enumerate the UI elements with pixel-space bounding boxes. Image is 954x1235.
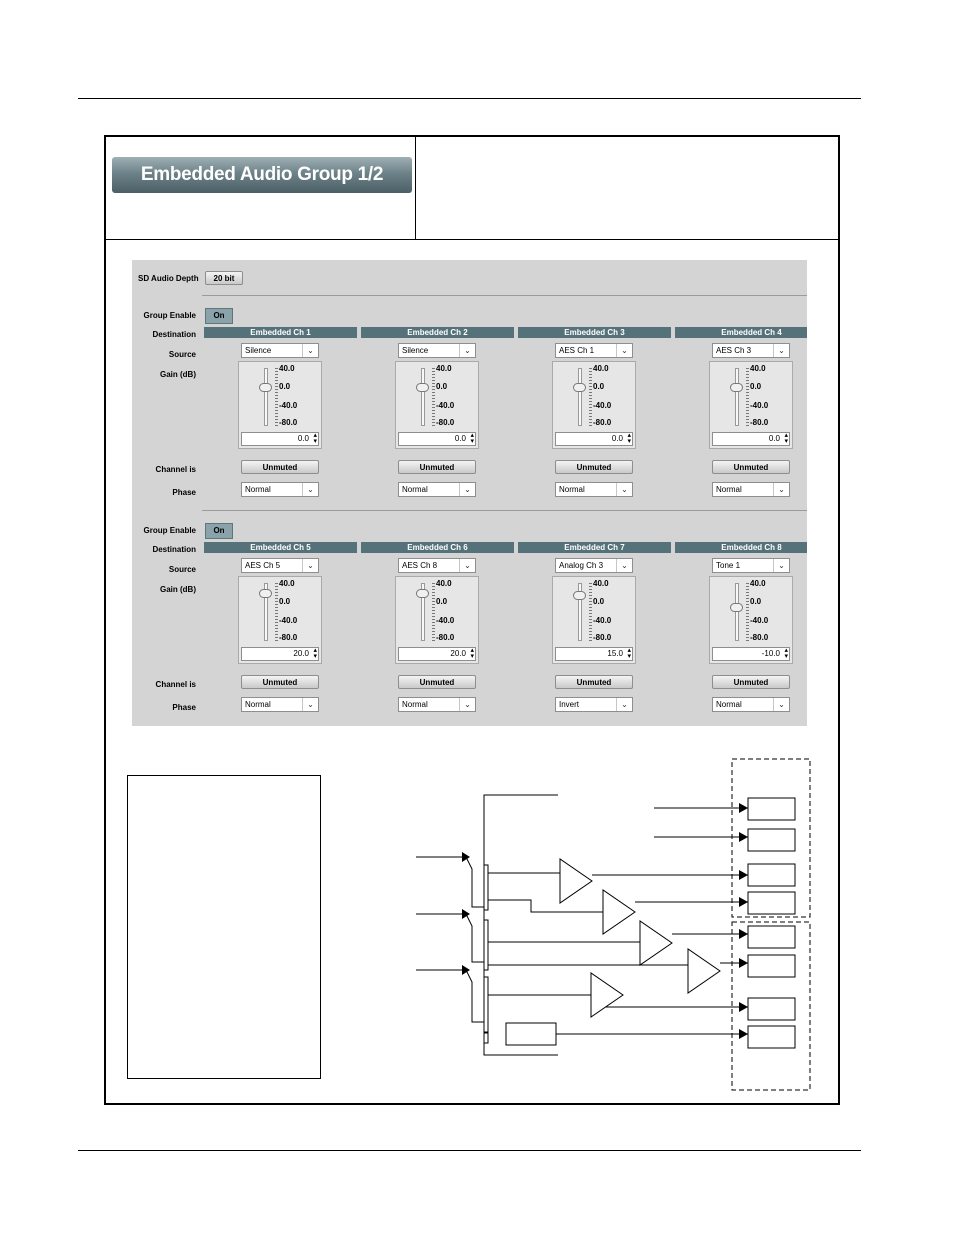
input-line-3 [416,970,484,1022]
gain-scale-label: 0.0 [279,597,291,606]
input-line-1 [416,857,484,907]
phase-value: Normal [245,485,271,494]
output-box-6 [748,955,795,977]
channel-is-label: Channel is [155,465,196,474]
chevron-down-icon: ⌄ [616,483,632,496]
output-box-8 [748,1026,795,1048]
gain-value: 0.0 [611,434,623,443]
chevron-down-icon: ⌄ [616,698,632,711]
chevron-down-icon: ⌄ [616,559,632,572]
mute-button[interactable]: Unmuted [398,460,476,474]
amp-in-2 [488,900,603,912]
source-value: Analog Ch 3 [559,561,604,570]
tab-title-banner[interactable]: Embedded Audio Group 1/2 [112,157,412,193]
group-enable-toggle[interactable]: On [205,308,233,324]
gain-scale-label: 40.0 [750,579,766,588]
gain-value: 15.0 [607,649,623,658]
figure-frame [104,135,840,1105]
gain-scale-label: 40.0 [279,364,295,373]
output-arrow-8 [739,1029,748,1039]
output-box-1 [748,798,795,820]
input-arrow-3 [462,965,470,975]
gain-value: 0.0 [297,434,309,443]
chevron-down-icon: ⌄ [773,559,789,572]
phase-label: Phase [172,703,196,712]
tone-generator-box [506,1023,556,1045]
chevron-down-icon: ⌄ [459,344,475,357]
chevron-down-icon: ⌄ [302,344,318,357]
gain-scale-label: 40.0 [436,364,452,373]
gain-scale-label: 0.0 [750,597,762,606]
destination-header: Embedded Ch 2 [361,327,514,338]
output-box-3 [748,864,795,886]
gain-scale-label: -40.0 [750,401,769,410]
source-value: AES Ch 8 [402,561,438,570]
gain-scale-label: -80.0 [593,633,612,642]
phase-value: Normal [245,700,271,709]
header-rule [78,98,861,99]
chevron-down-icon: ⌄ [459,483,475,496]
destination-header: Embedded Ch 6 [361,542,514,553]
destination-header: Embedded Ch 3 [518,327,671,338]
output-box-4 [748,892,795,914]
chevron-down-icon: ⌄ [459,559,475,572]
phase-value: Normal [716,485,742,494]
output-arrow-3 [739,870,748,880]
output-box-2 [748,829,795,851]
output-arrow-6 [739,958,748,968]
phase-value: Normal [716,700,742,709]
channel-is-label: Channel is [155,680,196,689]
spinner-arrows-icon[interactable]: ▴ ▾ [470,432,474,445]
gain-scale-label: 40.0 [750,364,766,373]
source-value: Silence [402,346,429,355]
destination-header: Embedded Ch 7 [518,542,671,553]
chevron-down-icon: ⌄ [616,344,632,357]
gain-value: 20.0 [450,649,466,658]
gain-scale-label: 0.0 [436,382,448,391]
gain-label: Gain (dB) [160,585,196,594]
gain-scale-label: -80.0 [279,633,298,642]
input-arrow-2 [462,909,470,919]
gain-scale-label: -40.0 [436,401,455,410]
sd-audio-depth-label: SD Audio Depth [138,274,199,283]
gain-amp-2 [603,890,635,934]
gain-scale-label: -80.0 [593,418,612,427]
gain-scale-label: -40.0 [593,401,612,410]
selector-block-4 [484,1033,488,1043]
source-value: Tone 1 [716,561,741,570]
gain-value: 0.0 [768,434,780,443]
source-value: AES Ch 1 [559,346,595,355]
gain-scale-label: -80.0 [436,418,455,427]
gain-label: Gain (dB) [160,370,196,379]
output-arrow-1 [739,803,748,813]
input-arrow-1 [462,852,470,862]
destination-label: Destination [152,545,196,554]
input-line-2 [416,914,484,962]
source-label: Source [168,350,196,359]
chevron-down-icon: ⌄ [302,698,318,711]
gain-scale-label: -80.0 [279,418,298,427]
mute-button[interactable]: Unmuted [555,460,633,474]
gain-value: -10.0 [761,649,780,658]
group-enable-label: Group Enable [143,526,196,535]
output-arrow-5 [739,929,748,939]
chevron-down-icon: ⌄ [302,559,318,572]
phase-value: Normal [402,700,428,709]
selector-block-3 [484,977,488,1032]
gain-amp-5 [591,973,623,1017]
signal-flow-diagram [106,137,838,1103]
gain-scale-label: -40.0 [593,616,612,625]
phase-value: Invert [559,700,580,709]
chevron-down-icon: ⌄ [302,483,318,496]
gain-scale-label: -80.0 [750,633,769,642]
gain-scale-label: -40.0 [436,616,455,625]
phase-value: Normal [402,485,428,494]
routing-bus [484,795,558,1055]
mute-button[interactable]: Unmuted [241,460,319,474]
gain-scale-label: -40.0 [750,616,769,625]
spinner-arrows-icon[interactable]: ▴ ▾ [627,647,631,660]
mute-button[interactable]: Unmuted [555,675,633,689]
spinner-arrows-icon[interactable]: ▴ ▾ [784,647,788,660]
spinner-arrows-icon[interactable]: ▴ ▾ [784,432,788,445]
gain-scale-label: 40.0 [436,579,452,588]
chevron-down-icon: ⌄ [773,344,789,357]
output-box-7 [748,998,795,1020]
gain-scale-label: 40.0 [279,579,295,588]
chevron-down-icon: ⌄ [773,483,789,496]
spinner-arrows-icon[interactable]: ▴ ▾ [470,647,474,660]
output-arrow-2 [739,832,748,842]
gain-scale-label: 40.0 [593,364,609,373]
mute-button[interactable]: Unmuted [712,460,790,474]
sd-audio-depth-button[interactable]: 20 bit [205,271,243,285]
gain-scale-label: -80.0 [436,633,455,642]
gain-value: 0.0 [454,434,466,443]
gain-amp-1 [560,859,592,903]
source-label: Source [168,565,196,574]
phase-value: Normal [559,485,585,494]
group-enable-toggle[interactable]: On [205,523,233,539]
output-arrow-4 [739,897,748,907]
gain-amp-4 [688,949,720,993]
group-enable-label: Group Enable [143,311,196,320]
gain-scale-label: 0.0 [436,597,448,606]
spinner-arrows-icon[interactable]: ▴ ▾ [627,432,631,445]
output-box-5 [748,926,795,948]
footer-rule [78,1150,861,1151]
gain-scale-label: 0.0 [750,382,762,391]
destination-header: Embedded Ch 1 [204,327,357,338]
selector-block-2 [484,920,488,970]
source-value: AES Ch 3 [716,346,752,355]
gain-scale-label: -40.0 [279,616,298,625]
phase-label: Phase [172,488,196,497]
output-arrow-7 [739,1002,748,1012]
gain-scale-label: 0.0 [593,382,605,391]
gain-scale-label: -80.0 [750,418,769,427]
destination-header: Embedded Ch 4 [675,327,807,338]
gain-scale-label: 0.0 [593,597,605,606]
selector-block-1 [484,865,488,910]
gain-value: 20.0 [293,649,309,658]
spinner-arrows-icon[interactable]: ▴ ▾ [313,432,317,445]
gain-amp-3 [640,921,672,965]
mute-button[interactable]: Unmuted [398,675,476,689]
destination-label: Destination [152,330,196,339]
source-value: AES Ch 5 [245,561,281,570]
chevron-down-icon: ⌄ [773,698,789,711]
gain-scale-label: -40.0 [279,401,298,410]
destination-header: Embedded Ch 8 [675,542,807,553]
chevron-down-icon: ⌄ [459,698,475,711]
destination-header: Embedded Ch 5 [204,542,357,553]
spinner-arrows-icon[interactable]: ▴ ▾ [313,647,317,660]
gain-scale-label: 0.0 [279,382,291,391]
gain-scale-label: 40.0 [593,579,609,588]
mute-button[interactable]: Unmuted [712,675,790,689]
mute-button[interactable]: Unmuted [241,675,319,689]
source-value: Silence [245,346,272,355]
